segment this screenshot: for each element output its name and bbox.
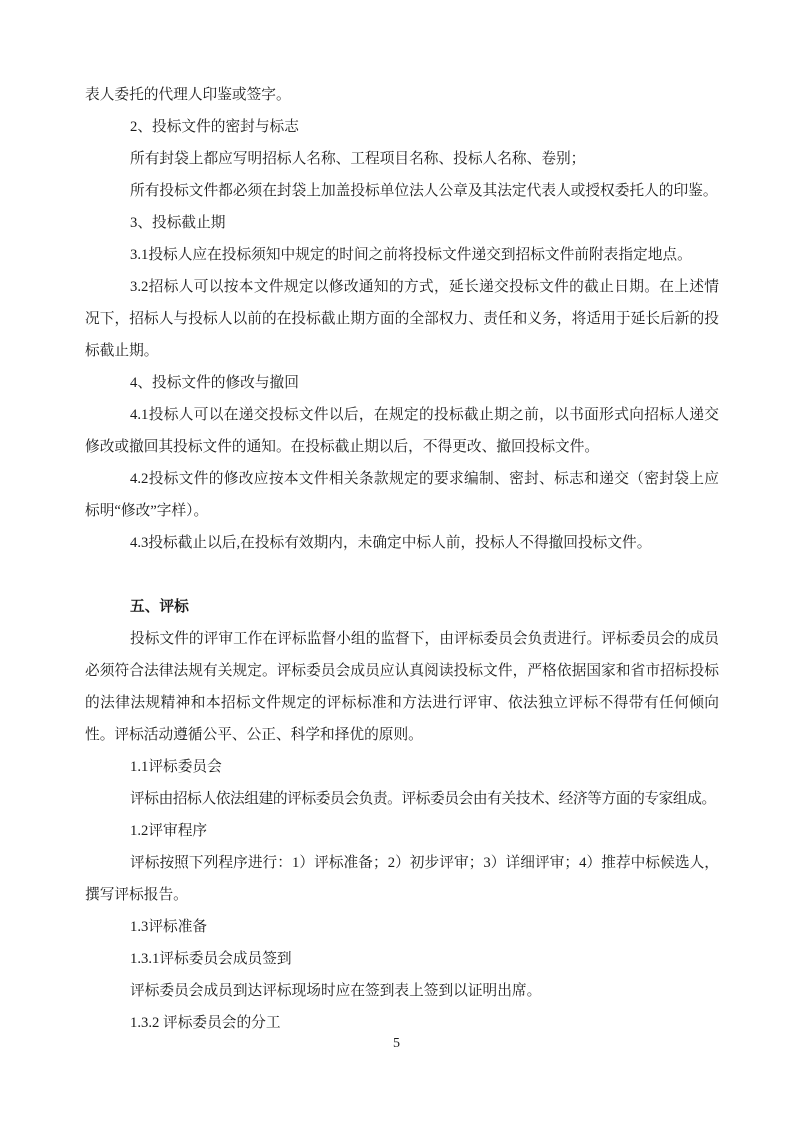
clause-1-3-1-signin-heading: 1.3.1评标委员会成员签到: [130, 951, 292, 967]
page-number: 5: [393, 1036, 400, 1051]
clause-1-3-2-division-heading: 1.3.2 评标委员会的分工: [130, 1015, 281, 1031]
clause-1-2-paragraph: 评标按照下列程序进行：1）评标准备；2）初步评审；3）详细评审；4）推荐中标候选人，撰写评标报告。: [85, 855, 719, 903]
clause-1-1-paragraph: 评标由招标人依法组建的评标委员会负责。评标委员会由有关技术、经济等方面的专家组成。: [130, 791, 716, 807]
clause-1-2-procedure-heading: 1.2评审程序: [130, 823, 208, 839]
blank-line: [85, 559, 719, 591]
clause-3-2-paragraph: 3.2招标人可以按本文件规定以修改通知的方式，延长递交投标文件的截止日期。在上述情况下，招标人与投标人以前的在投标截止期方面的全部权力、责任和义务，将适用于延长后新的投标截止期。: [85, 279, 719, 359]
paragraph: 所有投标文件都必须在封袋上加盖投标单位法人公章及其法定代表人或授权委托人的印鉴。: [130, 183, 718, 199]
clause-2-seal-marking-heading: 2、投标文件的密封与标志: [130, 119, 299, 135]
clause-3-1-paragraph: 3.1投标人应在投标须知中规定的时间之前将投标文件递交到招标文件前附表指定地点。: [130, 247, 692, 263]
continuation-line: 表人委托的代理人印鉴或签字。: [85, 87, 291, 103]
clause-1-1-committee-heading: 1.1评标委员会: [130, 759, 222, 775]
clause-1-3-preparation-heading: 1.3评标准备: [130, 919, 208, 935]
document-body: [85, 79, 719, 1039]
clause-3-deadline-heading: 3、投标截止期: [130, 215, 226, 231]
clause-4-3-paragraph: 4.3投标截止以后,在投标有效期内，未确定中标人前，投标人不得撤回投标文件。: [130, 535, 652, 551]
clause-4-1-paragraph: 4.1投标人可以在递交投标文件以后，在规定的投标截止期之前，以书面形式向招标人递交修改或撤回其投标文件的通知。在投标截止期以后，不得更改、撤回投标文件。: [85, 407, 719, 455]
section-5-evaluation-heading: 五、评标: [130, 599, 189, 615]
clause-1-3-1-paragraph: 评标委员会成员到达评标现场时应在签到表上签到以证明出席。: [130, 983, 542, 999]
paragraph: 所有封袋上都应写明招标人名称、工程项目名称、投标人名称、卷别；: [130, 151, 586, 167]
clause-4-modify-withdraw-heading: 4、投标文件的修改与撤回: [130, 375, 299, 391]
clause-4-2-paragraph: 4.2投标文件的修改应按本文件相关条款规定的要求编制、密封、标志和递交（密封袋上应标明“修改”字样）。: [85, 471, 719, 519]
evaluation-intro-paragraph: 投标文件的评审工作在评标监督小组的监督下，由评标委员会负责进行。评标委员会的成员必须符合法律法规有关规定。评标委员会成员应认真阅读投标文件，严格依据国家和省市招标投标的法律法规精神和本招标文件规定的评标标准和方法进行评审、依法独立评标不得带有任何倾向性。评标活动遵循公平、公正、科学和择优的原则。: [85, 631, 719, 743]
